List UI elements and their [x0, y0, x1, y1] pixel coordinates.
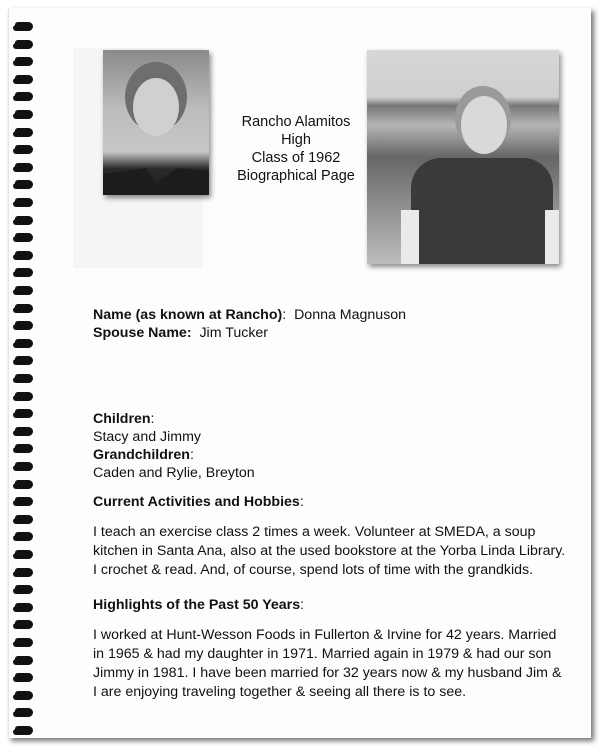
colon: :: [300, 597, 305, 613]
colon: :: [299, 494, 304, 510]
spiral-coil: [13, 444, 35, 453]
colon: :: [150, 411, 155, 427]
activities-line: I teach an exercise class 2 times a week. Volunteer at SMEDA, a soup: [93, 524, 536, 540]
current-photo: [367, 50, 559, 264]
name-label: Name (as known at Rancho): [93, 307, 283, 323]
document-page: [8, 8, 591, 738]
colon: :: [282, 307, 287, 323]
spiral-coil: [13, 515, 35, 524]
children-heading: [93, 410, 155, 429]
spiral-coil: [13, 656, 35, 665]
spiral-coil: [13, 497, 35, 506]
spiral-coil: [13, 180, 35, 189]
spiral-coil: [13, 427, 35, 436]
spiral-coil: [13, 726, 35, 735]
spiral-coil: [13, 480, 35, 489]
highlights-line: Jimmy in 1981. I have been married for 32 years now & my husband Jim &: [93, 665, 562, 681]
colon: :: [186, 325, 192, 341]
spiral-coil: [13, 321, 35, 330]
grandchildren-label: Grandchildren: [93, 447, 190, 463]
spiral-coil: [13, 392, 35, 401]
spiral-coil: [13, 568, 35, 577]
grandchildren-heading: [93, 446, 194, 465]
title-line-class: Class of 1962: [251, 150, 341, 166]
spiral-coil: [13, 233, 35, 242]
spiral-coil: [13, 110, 35, 119]
highlights-heading: [93, 596, 304, 615]
spiral-coil: [13, 286, 35, 295]
activities-line: I crochet & read. And, of course, spend lots of time with the grandkids.: [93, 562, 534, 578]
spiral-coil: [13, 409, 35, 418]
title-line-school: Rancho Alamitos: [241, 114, 351, 130]
highlights-label: Highlights of the Past 50 Years: [93, 597, 301, 613]
spouse-label: Spouse Name: [93, 325, 187, 341]
activities-heading: [93, 493, 304, 512]
spiral-coil: [13, 163, 35, 172]
highlights-line: I are enjoying traveling together & seeing all there is to see.: [93, 684, 467, 700]
spiral-coil: [13, 673, 35, 682]
spiral-binding: [9, 22, 37, 742]
spiral-coil: [13, 128, 35, 137]
children-label: Children: [93, 411, 151, 427]
spiral-coil: [13, 57, 35, 66]
activities-line: kitchen in Santa Ana, also at the used bookstore at the Yorba Linda Library.: [93, 543, 566, 559]
spiral-coil: [13, 374, 35, 383]
highlights-line: in 1965 & had my daughter in 1971. Married again in 1979 & had our son: [93, 646, 552, 662]
spiral-coil: [13, 603, 35, 612]
spiral-coil: [13, 251, 35, 260]
spiral-coil: [13, 620, 35, 629]
name-field: [93, 306, 406, 325]
spiral-coil: [13, 268, 35, 277]
colon: :: [189, 447, 194, 463]
children-value: Stacy and Jimmy: [93, 429, 202, 445]
spiral-coil: [13, 356, 35, 365]
senior-portrait-photo: [103, 50, 209, 195]
spiral-coil: [13, 638, 35, 647]
spiral-coil: [13, 145, 35, 154]
spiral-coil: [13, 40, 35, 49]
grandchildren-value: Caden and Rylie, Breyton: [93, 465, 255, 481]
title-line-high: High: [281, 132, 311, 148]
spiral-coil: [13, 92, 35, 101]
activities-label: Current Activities and Hobbies: [93, 494, 300, 510]
page-title: [221, 113, 371, 185]
spiral-coil: [13, 22, 35, 31]
spouse-value: Jim Tucker: [199, 325, 269, 341]
spiral-coil: [13, 532, 35, 541]
title-line-page: Biographical Page: [237, 168, 355, 184]
spiral-coil: [13, 304, 35, 313]
spiral-coil: [13, 462, 35, 471]
spiral-coil: [13, 550, 35, 559]
spiral-coil: [13, 216, 35, 225]
spiral-coil: [13, 75, 35, 84]
spiral-coil: [13, 708, 35, 717]
highlights-line: I worked at Hunt-Wesson Foods in Fullerton & Irvine for 42 years. Married: [93, 627, 557, 643]
spiral-coil: [13, 198, 35, 207]
spiral-coil: [13, 339, 35, 348]
spiral-coil: [13, 691, 35, 700]
spiral-coil: [13, 585, 35, 594]
name-value: Donna Magnuson: [294, 307, 407, 323]
spouse-field: [93, 324, 268, 343]
